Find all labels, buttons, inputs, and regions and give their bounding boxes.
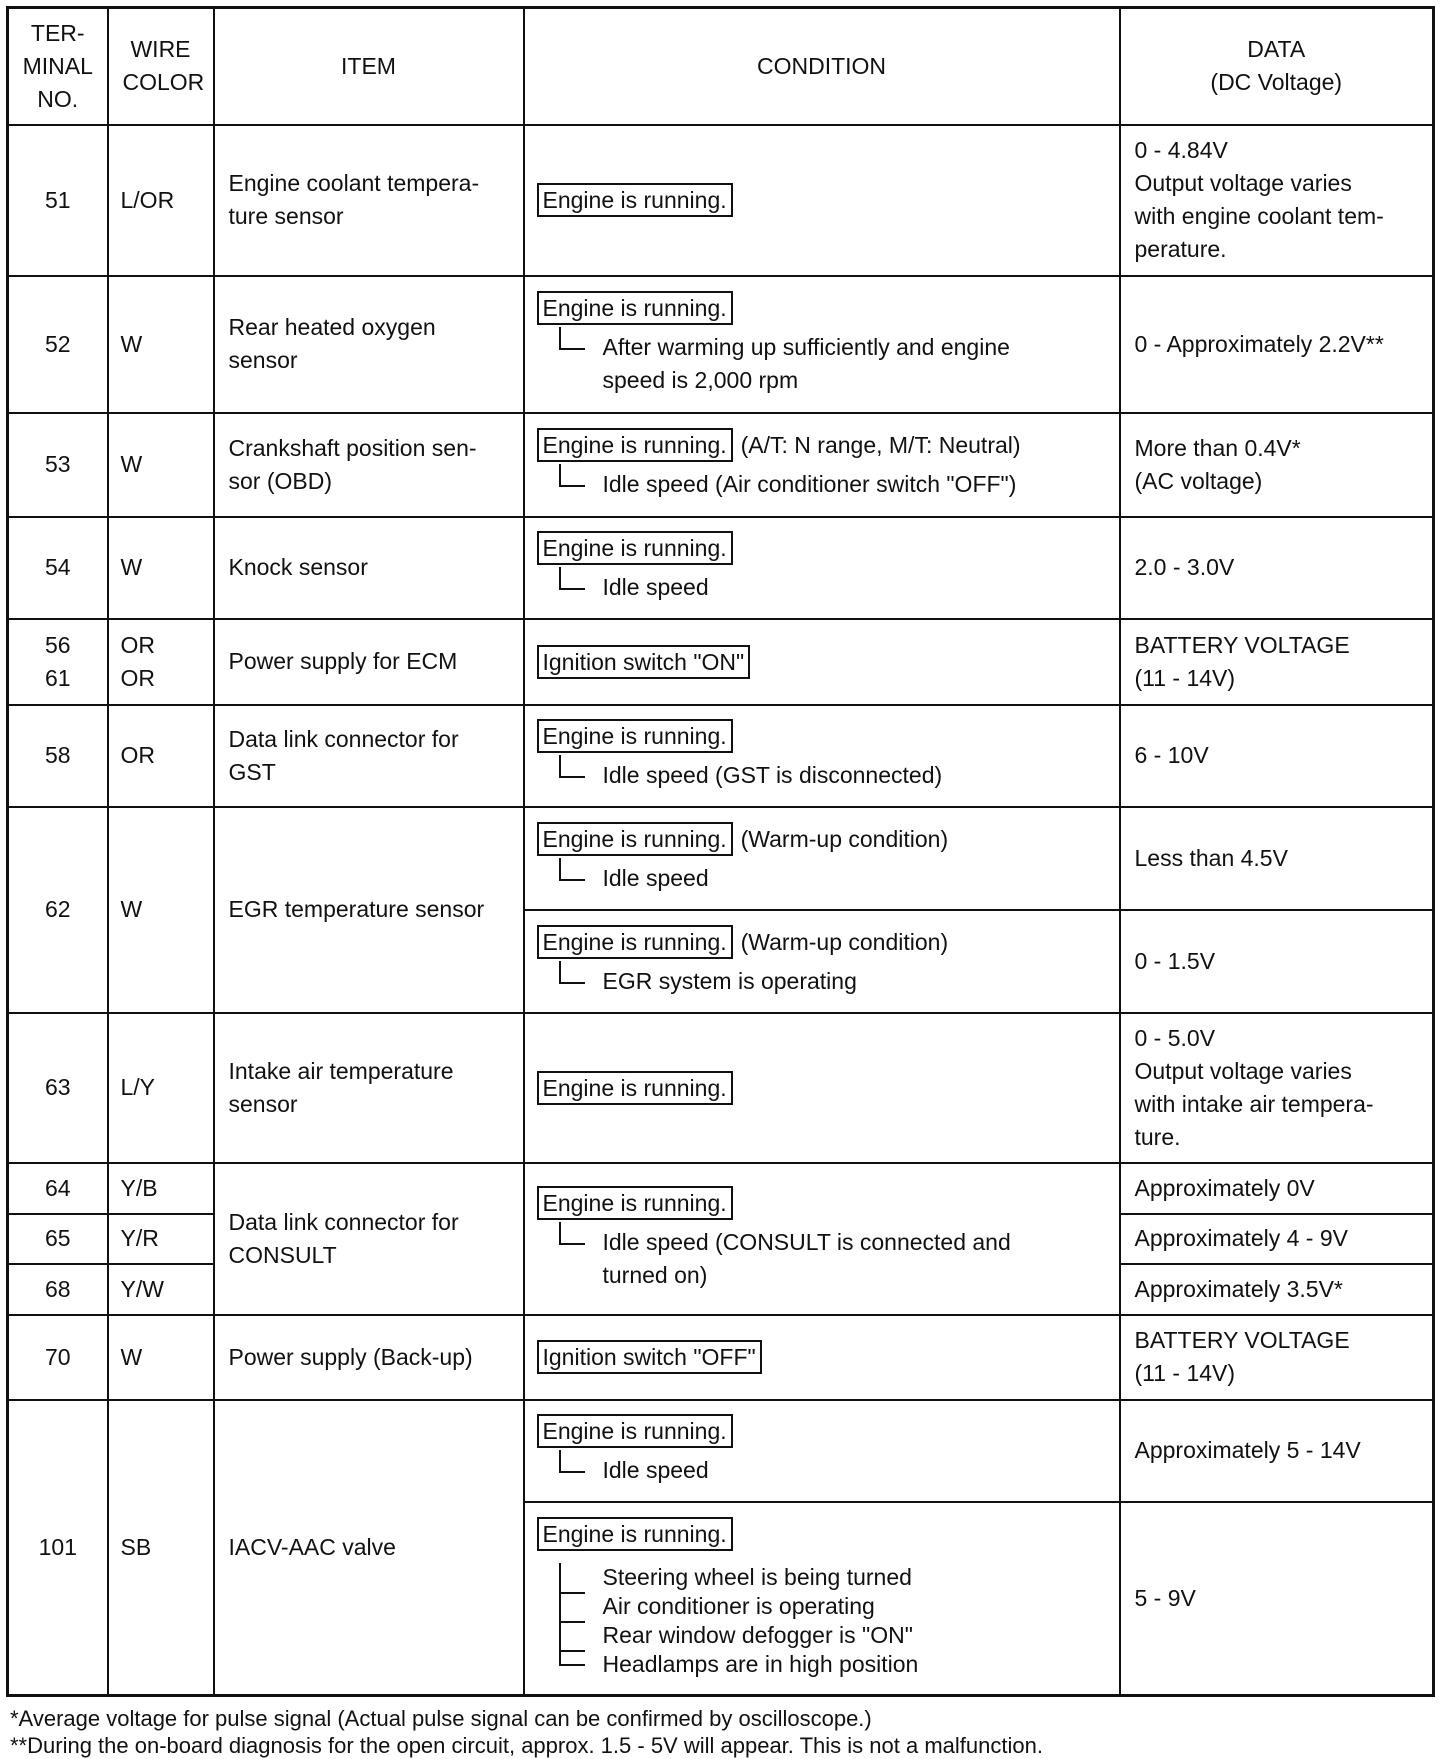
item-cell: Knock sensor xyxy=(214,517,524,619)
condition-cell xyxy=(524,807,1120,910)
condition-sub: Headlamps are in high position xyxy=(559,1650,1107,1679)
condition-box: Engine is running. xyxy=(537,1071,733,1105)
condition-sub: Steering wheel is being turned xyxy=(559,1563,1107,1592)
data-cell: Approximately 3.5V* xyxy=(1120,1264,1434,1315)
data-cell: BATTERY VOLTAGE (11 - 14V) xyxy=(1120,1315,1434,1400)
condition-box: Engine is running. xyxy=(537,1186,733,1220)
terminal-cell: 52 xyxy=(8,276,108,413)
data-cell: More than 0.4V* (AC voltage) xyxy=(1120,413,1434,517)
wire-color-cell: W xyxy=(108,276,214,413)
terminal-cell: 101 xyxy=(8,1400,108,1696)
terminal-cell: 51 xyxy=(8,125,108,276)
condition-cell xyxy=(524,1502,1120,1696)
condition-box: Ignition switch "ON" xyxy=(537,645,751,679)
item-cell: Data link connector for CONSULT xyxy=(214,1163,524,1315)
terminal-cell: 70 xyxy=(8,1315,108,1400)
condition-box: Engine is running. xyxy=(537,925,733,959)
condition-cell xyxy=(524,1163,1120,1315)
terminal-cell: 54 xyxy=(8,517,108,619)
table-row-terminal-52 xyxy=(8,276,1434,413)
data-cell: 2.0 - 3.0V xyxy=(1120,517,1434,619)
condition-note: (Warm-up condition) xyxy=(740,825,949,852)
data-cell: 0 - 1.5V xyxy=(1120,910,1434,1013)
data-cell: Less than 4.5V xyxy=(1120,807,1434,910)
wire-color-cell: W xyxy=(108,1315,214,1400)
header-terminal-no: TER- MINAL NO. xyxy=(8,8,108,125)
header-item: ITEM xyxy=(214,8,524,125)
condition-sub: Rear window defogger is "ON" xyxy=(559,1621,1107,1650)
table-row-terminal-56-61 xyxy=(8,619,1434,705)
wire-color-cell: SB xyxy=(108,1400,214,1696)
data-cell: 0 - Approximately 2.2V** xyxy=(1120,276,1434,413)
footnotes xyxy=(6,1705,1432,1759)
terminal-cell: 64 xyxy=(8,1163,108,1214)
wire-color-cell: Y/B xyxy=(108,1163,214,1214)
wire-color-cell: OR xyxy=(108,705,214,807)
condition-cell xyxy=(524,910,1120,1013)
data-cell: 0 - 5.0V Output voltage varies with intake air tempera- ture. xyxy=(1120,1013,1434,1163)
item-cell: Power supply (Back-up) xyxy=(214,1315,524,1400)
condition-box: Engine is running. xyxy=(537,183,733,217)
condition-cell xyxy=(524,276,1120,413)
item-cell: Data link connector for GST xyxy=(214,705,524,807)
wire-color-cell: Y/R xyxy=(108,1214,214,1264)
item-cell: IACV-AAC valve xyxy=(214,1400,524,1696)
header-wire-color: WIRE COLOR xyxy=(108,8,214,125)
terminal-cell: 56 61 xyxy=(8,619,108,705)
item-cell: Engine coolant tempera- ture sensor xyxy=(214,125,524,276)
data-cell: Approximately 4 - 9V xyxy=(1120,1214,1434,1264)
item-cell: Intake air temperature sensor xyxy=(214,1013,524,1163)
data-cell: BATTERY VOLTAGE (11 - 14V) xyxy=(1120,619,1434,705)
condition-box: Ignition switch "OFF" xyxy=(537,1340,762,1374)
condition-cell xyxy=(524,1400,1120,1502)
header-data: DATA (DC Voltage) xyxy=(1120,8,1434,125)
condition-box: Engine is running. xyxy=(537,719,733,753)
terminal-data-table xyxy=(6,6,1435,1697)
condition-sub: Idle speed (GST is disconnected) xyxy=(559,759,1107,792)
footnote-single-asterisk: *Average voltage for pulse signal (Actual pulse signal can be confirmed by oscilloscope.) xyxy=(10,1706,872,1731)
data-cell: 0 - 4.84V Output voltage varies with engine coolant tem- perature. xyxy=(1120,125,1434,276)
condition-cell xyxy=(524,619,1120,705)
condition-sub: Idle speed xyxy=(559,1454,1107,1487)
table-row-terminal-70 xyxy=(8,1315,1434,1400)
condition-box: Engine is running. xyxy=(537,1517,733,1551)
table-row-terminal-63 xyxy=(8,1013,1434,1163)
condition-sub: After warming up sufficiently and engine speed is 2,000 rpm xyxy=(559,331,1107,397)
item-cell: Rear heated oxygen sensor xyxy=(214,276,524,413)
terminal-cell: 62 xyxy=(8,807,108,1013)
condition-box: Engine is running. xyxy=(537,822,733,856)
condition-sub: Idle speed xyxy=(559,862,1107,895)
data-cell: Approximately 0V xyxy=(1120,1163,1434,1214)
wire-color-cell: W xyxy=(108,807,214,1013)
condition-note: (A/T: N range, M/T: Neutral) xyxy=(740,432,1021,458)
condition-cell xyxy=(524,1315,1120,1400)
item-cell: EGR temperature sensor xyxy=(214,807,524,1013)
table-row-terminal-53 xyxy=(8,413,1434,517)
terminal-cell: 63 xyxy=(8,1013,108,1163)
condition-sub: EGR system is operating xyxy=(559,965,1107,998)
terminal-cell: 65 xyxy=(8,1214,108,1264)
condition-box: Engine is running. xyxy=(537,531,733,565)
terminal-cell: 68 xyxy=(8,1264,108,1315)
wire-color-cell: L/Y xyxy=(108,1013,214,1163)
terminal-cell: 58 xyxy=(8,705,108,807)
wire-color-cell: L/OR xyxy=(108,125,214,276)
condition-sub: Idle speed xyxy=(559,571,1107,604)
data-cell: 5 - 9V xyxy=(1120,1502,1434,1696)
condition-cell xyxy=(524,705,1120,807)
condition-cell xyxy=(524,1013,1120,1163)
ecm-terminal-reference-document xyxy=(6,6,1432,1759)
table-row-terminal-64 xyxy=(8,1163,1434,1214)
condition-cell xyxy=(524,517,1120,619)
table-row-terminal-58 xyxy=(8,705,1434,807)
data-cell: Approximately 5 - 14V xyxy=(1120,1400,1434,1502)
wire-color-cell: W xyxy=(108,517,214,619)
item-cell: Power supply for ECM xyxy=(214,619,524,705)
header-condition: CONDITION xyxy=(524,8,1120,125)
condition-note: (Warm-up condition) xyxy=(740,928,949,955)
condition-sub: Idle speed (Air conditioner switch "OFF") xyxy=(559,468,1107,501)
item-cell: Crankshaft position sen- sor (OBD) xyxy=(214,413,524,517)
data-cell: 6 - 10V xyxy=(1120,705,1434,807)
condition-sub: Air conditioner is operating xyxy=(559,1592,1107,1621)
table-row-terminal-101 xyxy=(8,1400,1434,1502)
table-header-row xyxy=(8,8,1434,125)
wire-color-cell: OR OR xyxy=(108,619,214,705)
table-row-terminal-51 xyxy=(8,125,1434,276)
terminal-cell: 53 xyxy=(8,413,108,517)
footnote-double-asterisk: **During the on-board diagnosis for the open circuit, approx. 1.5 - 5V will appear. This is not a malfunction. xyxy=(10,1733,1043,1758)
condition-cell xyxy=(524,125,1120,276)
wire-color-cell: W xyxy=(108,413,214,517)
condition-cell xyxy=(524,413,1120,517)
condition-box: Engine is running. xyxy=(537,1414,733,1448)
wire-color-cell: Y/W xyxy=(108,1264,214,1315)
condition-box: Engine is running. xyxy=(537,291,733,325)
condition-sub: Idle speed (CONSULT is connected and turned on) xyxy=(559,1226,1107,1292)
condition-box: Engine is running. xyxy=(537,428,733,462)
table-row-terminal-62 xyxy=(8,807,1434,910)
table-row-terminal-54 xyxy=(8,517,1434,619)
